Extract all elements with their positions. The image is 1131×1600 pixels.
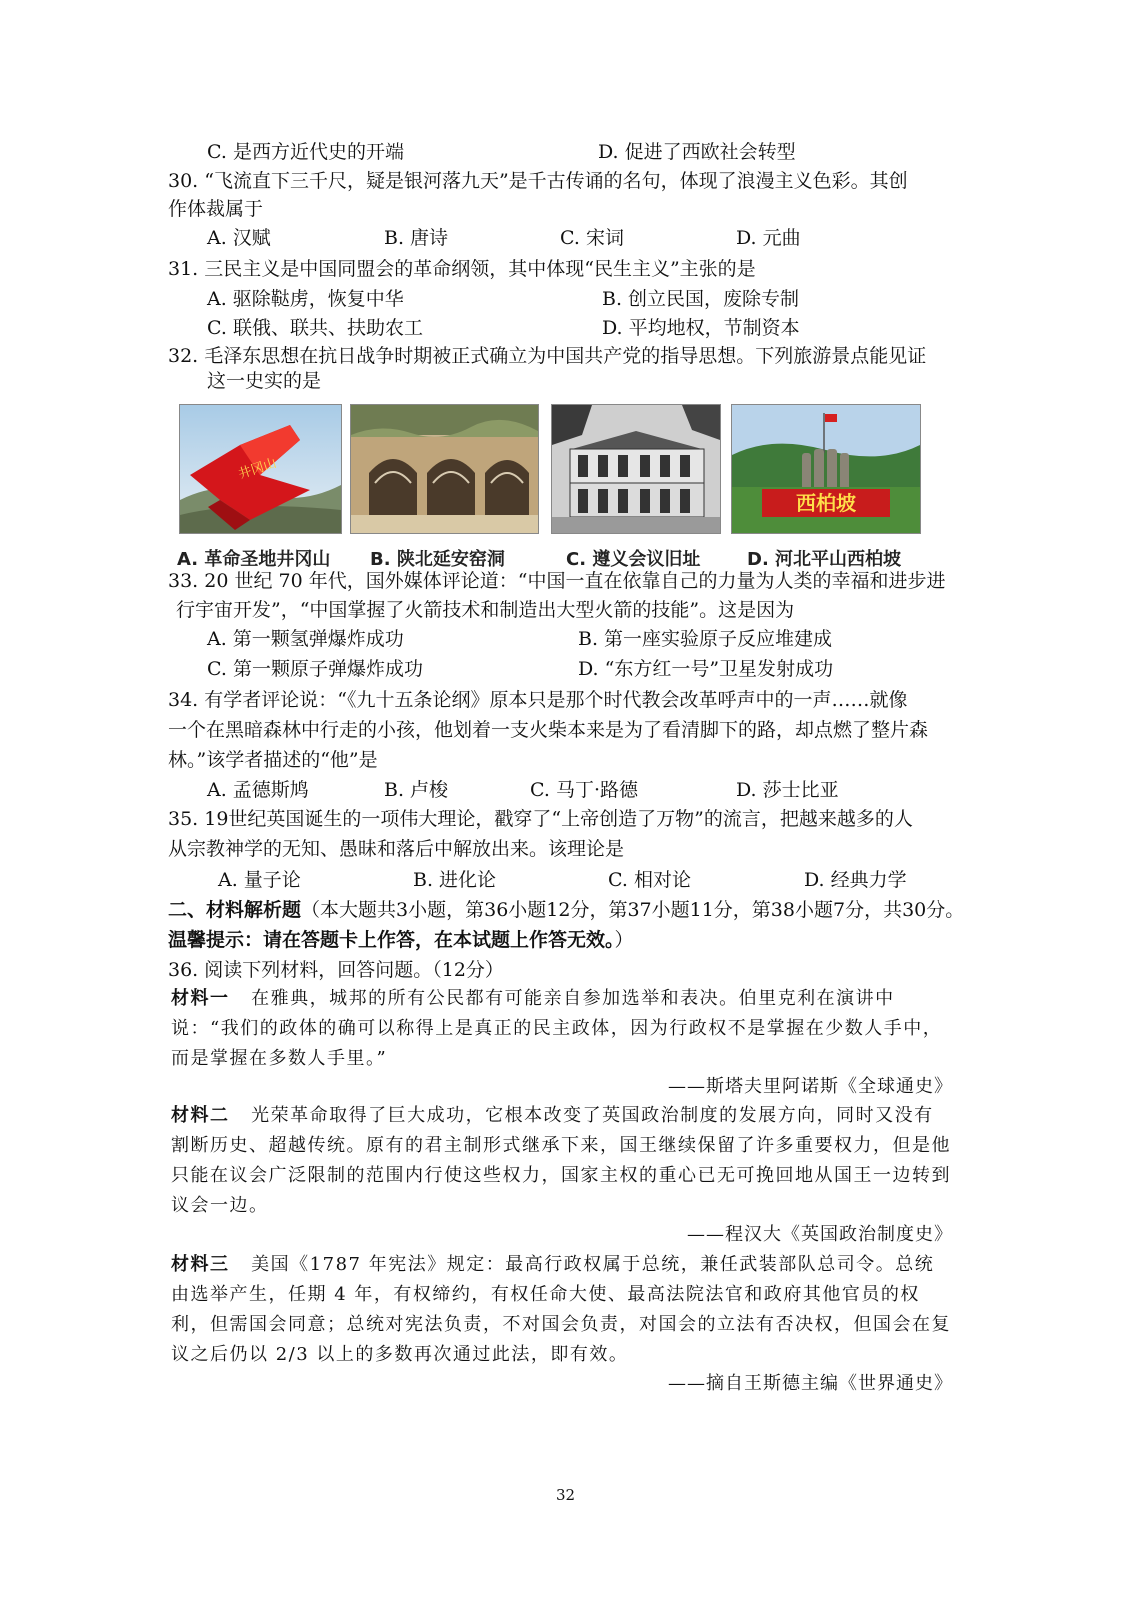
q36-stem: 36. 阅读下列材料，回答问题。（12分） <box>168 959 504 981</box>
jinggangshan-image <box>180 405 341 533</box>
q35-stem-line1: 35. 19世纪英国诞生的一项伟大理论，戳穿了“上帝创造了万物”的流言，把越来越多的人 <box>168 808 913 830</box>
photo-xibaipo <box>731 404 921 534</box>
page-number: 32 <box>555 1486 576 1504</box>
q35-stem-line2: 从宗教神学的无知、愚昧和落后中解放出来。该理论是 <box>168 838 625 860</box>
xibaipo-image <box>732 405 920 533</box>
section2-heading-line <box>168 898 964 922</box>
q34-stem-line3: 林。”该学者描述的“他”是 <box>168 749 378 771</box>
q30-stem-line1: 30. “飞流直下三千尺，疑是银河落九天”是千古传诵的名句，体现了浪漫主义色彩。其创 <box>168 170 908 192</box>
q36-material-3 <box>171 1250 951 1370</box>
material-3-label: 材料三 <box>171 1254 230 1275</box>
q31-option-c: C. 联俄、联共、扶助农工 <box>207 317 423 339</box>
material-1-text: 在雅典，城邦的所有公民都有可能亲自参加选举和表决。伯里克利在演讲中说：“我们的政体的确可以称得上是真正的民主政体，因为行政权不是掌握在少数人手中，而是掌握在多数人手里。” <box>171 988 943 1069</box>
q32-stem-line2: 这一史实的是 <box>207 370 322 392</box>
q33-option-b: B. 第一座实验原子反应堆建成 <box>578 628 833 650</box>
q36-material-2 <box>171 1101 951 1221</box>
q31-option-a: A. 驱除鞑虏，恢复中华 <box>207 288 404 310</box>
q34-option-b: B. 卢梭 <box>384 779 449 801</box>
q33-stem-line1: 33. 20 世纪 70 年代，国外媒体评论道：“中国一直在依靠自己的力量为人类的幸福和进步进 <box>168 570 946 592</box>
material-3-text: 美国《1787 年宪法》规定：最高行政权属于总统，兼任武装部队总司令。总统由选举产生，任期 4 年，有权缔约，有权任命大使、最高法院法官和政府其他官员的权利，但需国会同意；总统对宪法负责，不对国会负责，对国会的立法有否决权，但国会在复议之后仍以 2/3 以上的多数再次通过此法，即有效。 <box>171 1254 951 1365</box>
q30-option-c: C. 宋词 <box>560 227 624 249</box>
q29-option-c: C. 是西方近代史的开端 <box>207 141 404 163</box>
material-1-label: 材料一 <box>171 988 230 1009</box>
q33-option-a: A. 第一颗氢弹爆炸成功 <box>207 628 404 650</box>
q35-option-b: B. 进化论 <box>413 869 497 891</box>
q34-option-c: C. 马丁·路德 <box>530 779 638 801</box>
q33-option-d: D. “东方红一号”卫星发射成功 <box>578 658 834 680</box>
q34-option-a: A. 孟德斯鸠 <box>207 779 309 801</box>
section2-note: （本大题共3小题，第36小题12分，第37小题11分，第38小题7分，共30分。 <box>301 899 965 921</box>
q34-option-d: D. 莎士比亚 <box>736 779 839 801</box>
q29-option-d: D. 促进了西欧社会转型 <box>598 141 796 163</box>
q35-option-d: D. 经典力学 <box>804 869 907 891</box>
zunyi-site-image <box>552 405 720 533</box>
material-2-source: ——程汉大《英国政治制度史》 <box>687 1224 953 1245</box>
xibaipo-sign-text: 西柏坡 <box>796 491 856 515</box>
jinggangshan-monument-text: 井冈山 <box>236 455 279 483</box>
q32-caption-a: A. 革命圣地井冈山 <box>177 549 331 570</box>
section2-heading: 二、材料解析题 <box>168 899 302 921</box>
photo-yanan-caves <box>350 404 539 534</box>
q33-option-c: C. 第一颗原子弹爆炸成功 <box>207 658 423 680</box>
q34-stem-line2: 一个在黑暗森林中行走的小孩，他划着一支火柴本来是为了看清脚下的路，却点燃了整片森 <box>168 719 929 741</box>
q35-option-c: C. 相对论 <box>608 869 691 891</box>
q30-option-a: A. 汉赋 <box>207 227 271 249</box>
q31-option-d: D. 平均地权，节制资本 <box>602 317 800 339</box>
material-3-source: ——摘自王斯德主编《世界通史》 <box>668 1373 953 1394</box>
q31-option-b: B. 创立民国，废除专制 <box>602 288 800 310</box>
q32-caption-b: B. 陕北延安窑洞 <box>370 549 505 570</box>
q32-caption-d: D. 河北平山西柏坡 <box>747 549 902 570</box>
q33-stem-line2: 行宇宙开发”，“中国掌握了火箭技术和制造出大型火箭的技能”。这是因为 <box>176 599 795 621</box>
q32-caption-c: C. 遵义会议旧址 <box>566 549 701 570</box>
q32-stem-line1: 32. 毛泽东思想在抗日战争时期被正式确立为中国共产党的指导思想。下列旅游景点能见证 <box>168 345 927 367</box>
material-2-label: 材料二 <box>171 1105 230 1126</box>
q35-option-a: A. 量子论 <box>218 869 301 891</box>
photo-zunyi-site <box>551 404 721 534</box>
section2-tip-end: ） <box>614 929 634 951</box>
material-2-text: 光荣革命取得了巨大成功，它根本改变了英国政治制度的发展方向，同时又没有割断历史、超越传统。原有的君主制形式继承下来，国王继续保留了许多重要权力，但是他只能在议会广泛限制的范围内行使这些权力，国家主权的重心已无可挽回地从国王一边转到议会一边。 <box>171 1105 951 1216</box>
q31-stem: 31. 三民主义是中国同盟会的革命纲领，其中体现“民生主义”主张的是 <box>168 258 756 280</box>
photo-jinggangshan <box>179 404 342 534</box>
q30-stem-line2: 作体裁属于 <box>168 198 264 220</box>
yanan-caves-image <box>351 405 538 533</box>
q36-material-1 <box>171 984 951 1074</box>
section2-tip: 温馨提示：请在答题卡上作答，在本试题上作答无效。 <box>168 929 615 951</box>
q30-option-d: D. 元曲 <box>736 227 801 249</box>
material-1-source: ——斯塔夫里阿诺斯《全球通史》 <box>668 1076 953 1097</box>
q30-option-b: B. 唐诗 <box>384 227 449 249</box>
section2-tip-line <box>168 928 634 952</box>
q34-stem-line1: 34. 有学者评论说：“《九十五条论纲》原本只是那个时代教会改革呼声中的一声……就像 <box>168 689 908 711</box>
